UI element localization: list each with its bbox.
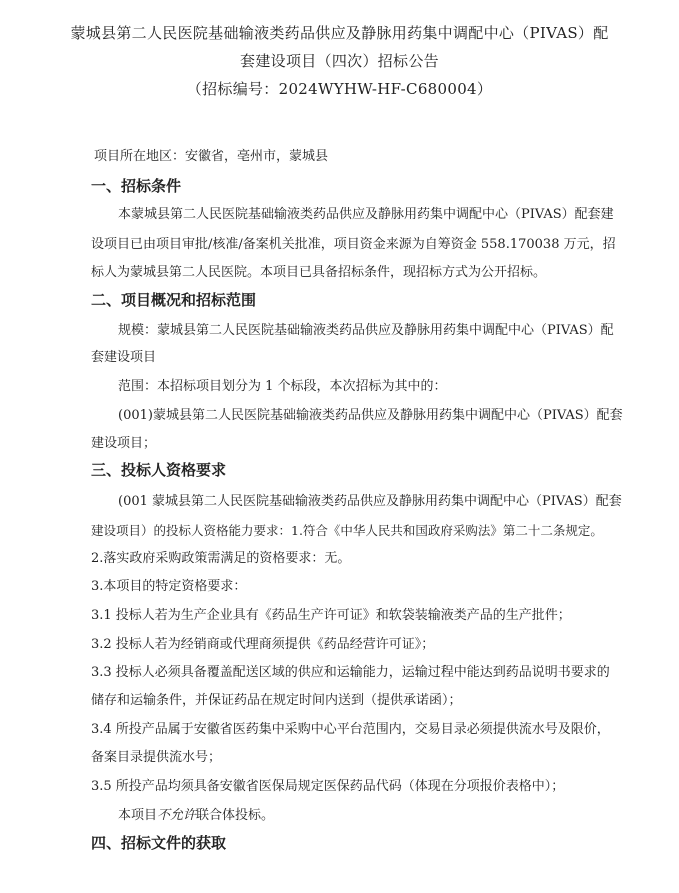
scale-text: 规模：蒙城县第二人民医院基础输液类药品供应及静脉用药集中调配中心（PIVAS）配 <box>118 323 614 338</box>
qualification-text: 建设项目）的投标人资格能力要求：1.符合《中华人民共和国政府采购法》第二十二条规定。 <box>91 523 603 538</box>
project-location: 项目所在地区：安徽省，亳州市，蒙城县 <box>94 149 329 164</box>
qualification-text: 3.3 投标人必须具备覆盖配送区域的供应和运输能力，运输过程中能达到药品说明书要求的 <box>91 665 610 680</box>
scale-text: 套建设项目 <box>91 350 157 365</box>
section-1-text: 本蒙城县第二人民医院基础输液类药品供应及静脉用药集中调配中心（PIVAS）配套建 <box>118 207 614 222</box>
section-1-heading: 一、招标条件 <box>91 177 182 195</box>
section-2-heading: 二、项目概况和招标范围 <box>91 291 257 309</box>
consortium-note-suffix: 联合体投标。 <box>196 808 275 823</box>
qualification-text: 储存和运输条件，并保证药品在规定时间内送到（提供承诺函）； <box>91 693 462 708</box>
section-1-text: 设项目已由项目审批/核准/备案机关批准，项目资金来源为自筹资金 558.170038 万元，招 <box>91 237 616 252</box>
qualification-text: 3.4 所投产品属于安徽省医药集中采购中心平台范围内，交易目录必须提供流水号及限价， <box>91 722 610 737</box>
tender-number: （招标编号：2024WYHW-HF-C680004） <box>186 80 493 98</box>
qualification-text: 3.5 所投产品均须具备安徽省医保局规定医保药品代码（体现在分项报价表格中）； <box>91 779 565 794</box>
consortium-note <box>118 807 274 825</box>
qualification-text: 备案目录提供流水号； <box>91 750 222 765</box>
consortium-note-prefix: 本项目 <box>118 808 158 823</box>
title-line-1: 蒙城县第二人民医院基础输液类药品供应及静脉用药集中调配中心（PIVAS）配 <box>70 24 609 42</box>
qualification-text: 2.落实政府采购政策需满足的资格要求：无。 <box>91 551 351 566</box>
consortium-note-emphasis: 不允许 <box>157 808 197 823</box>
qualification-text: 3.1 投标人若为生产企业具有《药品生产许可证》和软袋装输液类产品的生产批件； <box>91 608 571 623</box>
qualification-text: 3.2 投标人若为经销商或代理商须提供《药品经营许可证》； <box>91 637 435 652</box>
lot-text: 建设项目； <box>91 436 157 451</box>
title-line-2: 套建设项目（四次）招标公告 <box>240 52 439 70</box>
qualification-text: 3.本项目的特定资格要求： <box>91 579 247 594</box>
section-3-heading: 三、投标人资格要求 <box>91 461 227 479</box>
qualification-text: (001 蒙城县第二人民医院基础输液类药品供应及静脉用药集中调配中心（PIVAS）配套 <box>118 494 622 509</box>
section-1-text: 标人为蒙城县第二人民医院。本项目已具备招标条件，现招标方式为公开招标。 <box>91 265 547 280</box>
range-text: 范围：本招标项目划分为 1 个标段，本次招标为其中的： <box>118 379 447 394</box>
section-4-heading: 四、招标文件的获取 <box>91 834 227 852</box>
lot-text: (001)蒙城县第二人民医院基础输液类药品供应及静脉用药集中调配中心（PIVAS）配套 <box>118 408 623 423</box>
